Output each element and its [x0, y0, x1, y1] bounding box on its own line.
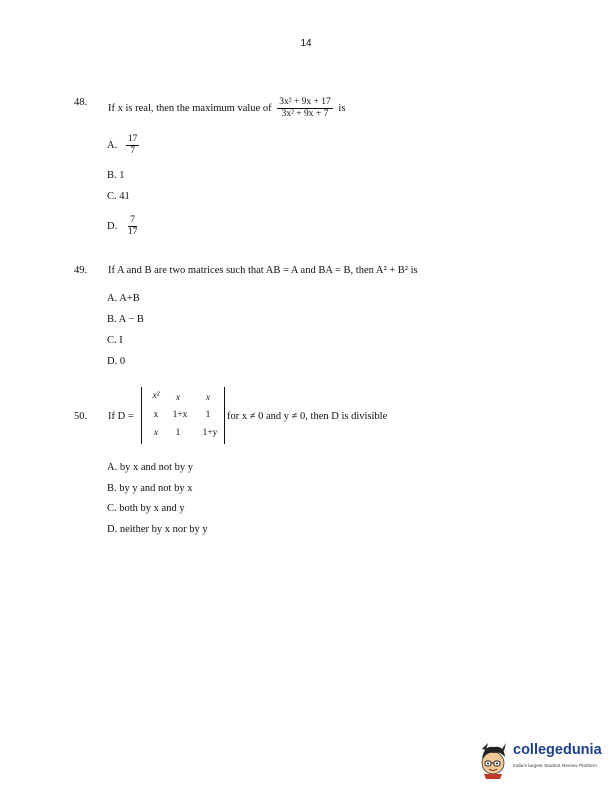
det-cell: x: [153, 428, 159, 438]
question-50-prefix: If D =: [108, 411, 134, 422]
logo-tagline: India's largest Student Review Platform: [513, 763, 597, 768]
question-48-option-d: [107, 215, 139, 238]
question-50-number: 50.: [74, 411, 88, 422]
option-a-label: A.: [107, 139, 118, 151]
question-50-option-a: A. by x and not by y: [107, 462, 194, 473]
logo-name: collegedunia: [513, 742, 602, 758]
question-50-option-b: B. by y and not by x: [107, 483, 193, 494]
question-48-denominator: 3x² + 9x + 7: [281, 108, 329, 119]
det-cell: 1: [175, 428, 181, 438]
question-50-option-d: D. neither by x nor by y: [107, 524, 208, 535]
question-48-text-after: is: [338, 102, 346, 114]
question-48-text-before: If x is real, then the maximum value of: [108, 102, 272, 114]
question-48-option-a: [107, 134, 139, 157]
det-cell: x: [175, 393, 181, 403]
question-49-option-a: A. A+B: [107, 293, 140, 304]
question-50-option-c: C. both by x and y: [107, 503, 185, 514]
option-a-numerator: 17: [127, 134, 138, 144]
option-a-fraction: [126, 134, 140, 157]
option-d-numerator: 7: [130, 215, 135, 225]
det-cell: x²: [152, 391, 160, 401]
determinant: [141, 387, 225, 444]
det-cell: x: [153, 410, 159, 420]
det-cell: x: [205, 393, 211, 403]
option-d-label: D.: [107, 220, 118, 232]
question-50-suffix: for x ≠ 0 and y ≠ 0, then D is divisible: [227, 411, 388, 422]
det-cell: 1: [205, 410, 211, 420]
question-49-option-b: B. A − B: [107, 314, 144, 325]
page-number: 14: [300, 38, 312, 49]
question-48-option-c: C. 41: [107, 191, 130, 202]
question-49-number: 49.: [74, 265, 88, 276]
det-cell: 1+y: [202, 428, 218, 438]
question-49-text: If A and B are two matrices such that AB = A and BA = B, then A² + B² is: [108, 265, 418, 276]
option-d-denominator: 17: [127, 226, 138, 237]
question-49-option-c: C. I: [107, 335, 123, 346]
question-48-number: 48.: [74, 97, 88, 108]
option-a-denominator: 7: [130, 145, 135, 156]
question-48-fraction: [277, 97, 333, 120]
question-49-option-d: D. 0: [107, 356, 126, 367]
question-48-option-b: B. 1: [107, 170, 125, 181]
det-cell: 1+x: [172, 410, 188, 420]
question-48-text: [108, 97, 345, 120]
option-d-fraction: [126, 215, 140, 238]
question-48-numerator: 3x² + 9x + 17: [279, 97, 331, 107]
